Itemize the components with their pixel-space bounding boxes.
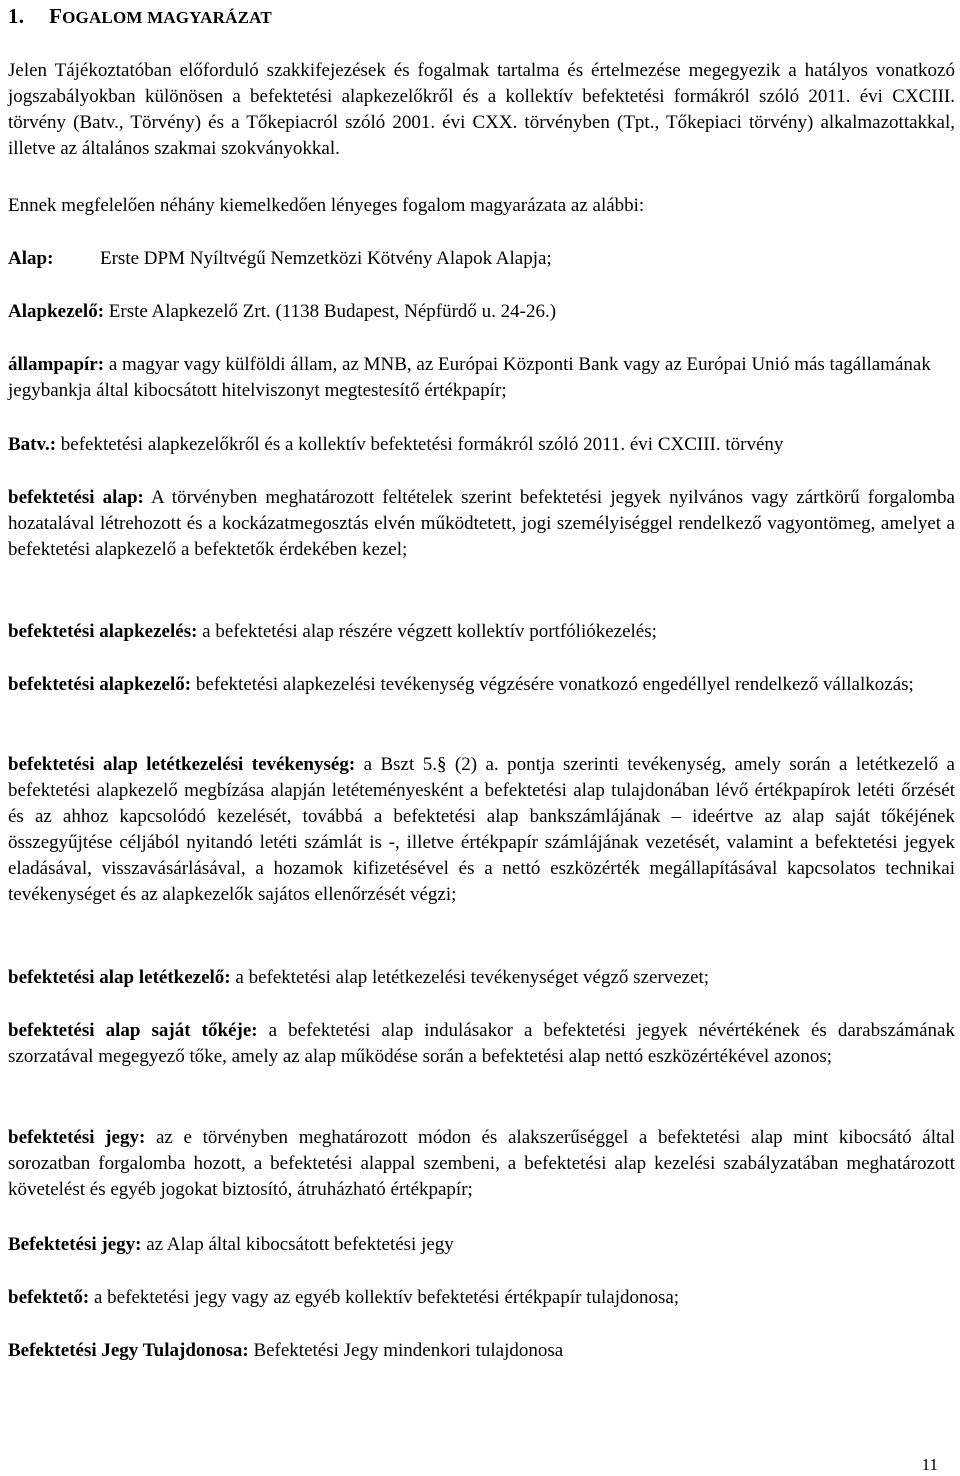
definition-allampapir [8, 352, 955, 404]
intro-paragraph: Jelen Tájékoztatóban előforduló szakkifejezések és fogalmak tartalma és értelmezése megegyezik a hatályos vonatkozó jogszabályokban különösen a befektetési alapkezelőkről és a kollektív befektetési formákról szóló 2011. évi CXCIII. törvény (Batv., Törvény) és a Tőkepiacról szóló 2001. évi CXX. törvényben (Tpt., Tőkepiaci törvény) alkalmazottakkal, illetve az általános szakmai szokványokkal. [8, 60, 955, 159]
definition-text: a befektetési jegy vagy az egyéb kollektív befektetési értékpapír tulajdonosa; [89, 1287, 680, 1308]
definition-text: a befektetési alap letétkezelési tevékenységet végző szervezet; [230, 967, 710, 988]
definition-text: befektetési alapkezelőkről és a kollektív befektetési formákról szóló 2011. évi CXCIII. törvény [56, 434, 784, 455]
definition-befektetesi-jegy [8, 1125, 955, 1203]
definition-text: Erste DPM Nyíltvégű Nemzetközi Kötvény Alapok Alapja; [100, 248, 552, 269]
definition-text: a magyar vagy külföldi állam, az MNB, az Európai Központi Bank vagy az Európai Unió más tagállamának jegybankja által kibocsátott hitelviszonyt megtestesítő értékpapír; [8, 354, 931, 401]
definition-alapkezelo [8, 299, 556, 325]
page-number: 11 [921, 1455, 938, 1474]
definition-term: Befektetési Jegy Tulajdonosa: [8, 1340, 249, 1361]
section-title-initial: F [49, 4, 63, 28]
definition-term: Alap: [8, 248, 54, 269]
definition-text: befektetési alapkezelési tevékenység végzésére vonatkozó engedéllyel rendelkező vállalkozás; [191, 674, 914, 695]
definition-term: befektetési alapkezelés: [8, 621, 198, 642]
definition-term: befektetési alap letétkezelési tevékenység: [8, 754, 356, 775]
definition-term: befektetési alap saját tőkéje: [8, 1020, 258, 1041]
section-title-rest: OGALOM MAGYARÁZAT [62, 8, 272, 27]
definition-text: A törvényben meghatározott feltételek szerint befektetési jegyek nyilvános vagy zártkörű forgalomba hozatalával létrehozott és a kockázatmegosztás elvén működtetett, jogi személyiséggel rendelkező vagyontömeg, amelyet a befektetési alapkezelő a befektetők érdekében kezel; [8, 487, 955, 560]
definition-jegy-tulajdonosa [8, 1338, 563, 1364]
definition-text: a befektetési alap részére végzett kollektív portfóliókezelés; [197, 621, 657, 642]
definition-alapkezeles [8, 619, 657, 645]
definition-text: a Bszt 5.§ (2) a. pontja szerinti tevékenység, amely során a letétkezelő a befektetési alapkezelő megbízása alapján letéteményesként a befektetési alap tulajdonában lévő értékpapírok letéti őrzését és az ahhoz kapcsolódó kezelését, továbbá a befektetési alap bankszámlájának – ideértve az alap saját tőkéjének összegyűjtése céljából nyitandó letéti számlát is -, illetve értékpapír számlájának vezetését, valamint a befektetési jegyek eladásával, visszavásárlásával, a hozamok kifizetésével és a nettó eszközérték megállapításával kapcsolatos technikai tevékenységet és az alapkezelők sajátos ellenőrzését végzi; [8, 754, 955, 905]
definition-term: befektetési alapkezelő: [8, 674, 192, 695]
definition-term: Alapkezelő: [8, 301, 105, 322]
definition-letetkezelo [8, 965, 709, 991]
definition-term: Befektetési jegy: [8, 1234, 142, 1255]
section-number: 1. [8, 4, 25, 28]
section-heading [8, 4, 272, 29]
definition-befekteto [8, 1285, 679, 1311]
definition-term: befektetési alap letétkezelő: [8, 967, 231, 988]
definition-text: Befektetési Jegy mindenkori tulajdonosa [248, 1340, 564, 1361]
definition-text: Erste Alapkezelő Zrt. (1138 Budapest, Népfürdő u. 24-26.) [104, 301, 557, 322]
definition-sajat-toke [8, 1018, 955, 1070]
definition-text: az Alap által kibocsátott befektetési jegy [141, 1234, 454, 1255]
definition-term: befektetési alap: [8, 487, 144, 508]
definition-befektetesi-jegy-cap [8, 1232, 454, 1258]
definition-term: befektető: [8, 1287, 90, 1308]
definition-term: Batv.: [8, 434, 57, 455]
definition-text: az e törvényben meghatározott módon és alakszerűséggel a befektetési alap mint kibocsátó által sorozatban forgalomba hozott, a befektetési alappal szembeni, a befektetési alap kezelési szabályzatában meghatározott követelést és egyéb jogokat biztosító, átruházható értékpapír; [8, 1127, 955, 1200]
definition-alap [8, 246, 552, 272]
definition-term: befektetési jegy: [8, 1127, 146, 1148]
definition-term: állampapír: [8, 354, 105, 375]
definition-batv [8, 432, 783, 458]
lead-paragraph: Ennek megfelelően néhány kiemelkedően lényeges fogalom magyarázata az alábbi: [8, 195, 645, 216]
definition-befektetesi-alap [8, 485, 955, 563]
definition-letetkezelesi [8, 752, 955, 908]
definition-befektetesi-alapkezelo [8, 672, 955, 698]
definition-text: a befektetési alap indulásakor a befektetési jegyek névértékének és darabszámának szorzatával megegyező tőke, amely az alap működése során a befektetési alap nettó eszközértékével azonos; [8, 1020, 955, 1067]
